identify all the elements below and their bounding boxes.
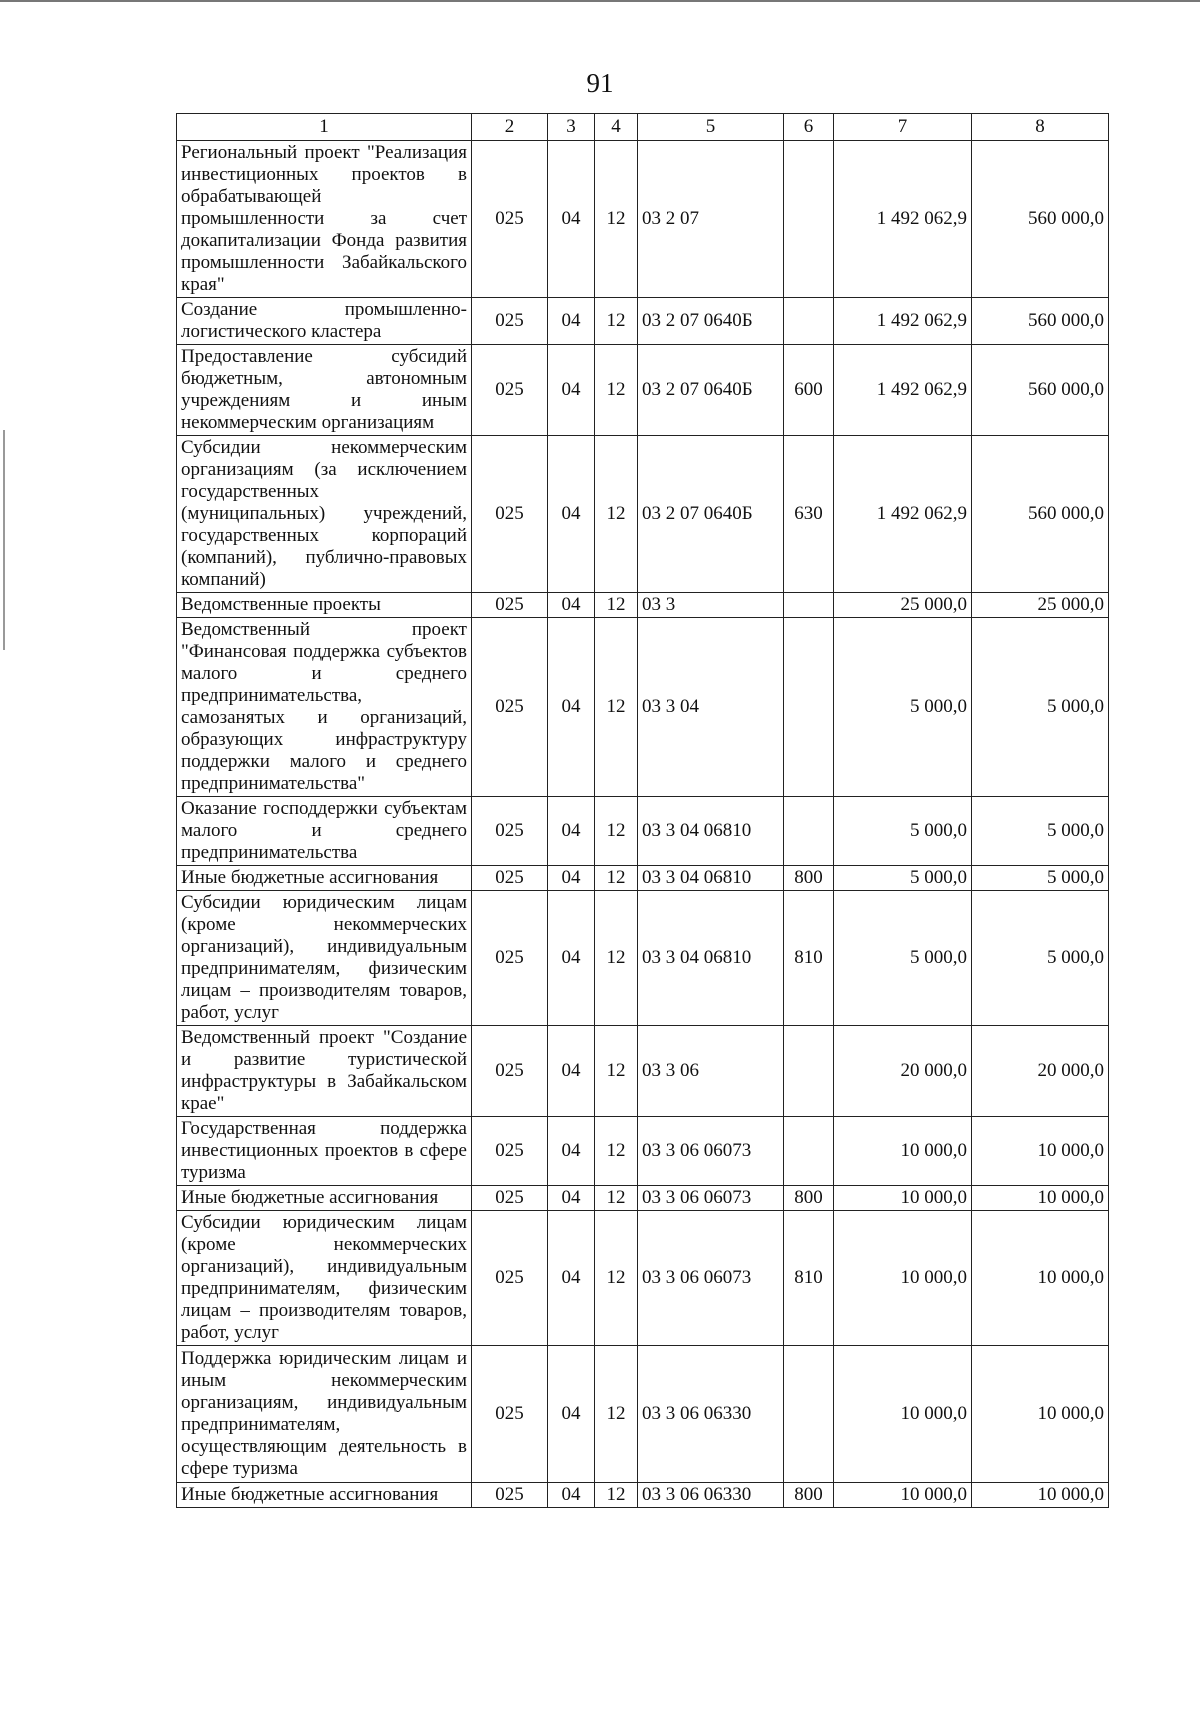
header-col-1: 1 (177, 114, 472, 141)
row-code: 03 3 06 06330 (638, 1346, 784, 1483)
row-col-2: 025 (472, 891, 548, 1026)
row-col-4: 12 (595, 1186, 638, 1211)
table-row (177, 1346, 1109, 1483)
table-row (177, 1211, 1109, 1346)
row-name: Государственная поддержка инвестиционных проектов в сфере туризма (177, 1117, 472, 1186)
row-col-3: 04 (548, 1026, 595, 1117)
row-col-2: 025 (472, 141, 548, 298)
row-col-6: 800 (784, 1483, 834, 1508)
row-amount-7: 10 000,0 (834, 1186, 972, 1211)
row-name: Создание промышленно-логистического кластера (177, 298, 472, 345)
row-amount-7: 10 000,0 (834, 1211, 972, 1346)
row-code: 03 2 07 0640Б (638, 436, 784, 593)
row-col-3: 04 (548, 797, 595, 866)
row-col-2: 025 (472, 1346, 548, 1483)
row-name: Ведомственный проект "Финансовая поддержка субъектов малого и среднего предпринимательства, самозанятых и организаций, образующих инфраструктуру поддержки малого и среднего предпринимательства" (177, 618, 472, 797)
row-amount-7: 1 492 062,9 (834, 436, 972, 593)
row-col-2: 025 (472, 298, 548, 345)
row-amount-7: 10 000,0 (834, 1117, 972, 1186)
row-amount-8: 10 000,0 (972, 1186, 1109, 1211)
row-amount-8: 10 000,0 (972, 1211, 1109, 1346)
row-col-4: 12 (595, 1346, 638, 1483)
row-col-6 (784, 1026, 834, 1117)
row-code: 03 3 04 (638, 618, 784, 797)
page-number: 91 (586, 68, 614, 98)
row-amount-7: 5 000,0 (834, 866, 972, 891)
header-col-8: 8 (972, 114, 1109, 141)
row-code: 03 2 07 (638, 141, 784, 298)
row-name: Иные бюджетные ассигнования (177, 866, 472, 891)
row-col-2: 025 (472, 1211, 548, 1346)
row-amount-8: 560 000,0 (972, 345, 1109, 436)
row-name: Субсидии юридическим лицам (кроме некоммерческих организаций), индивидуальным предпринимателям, физическим лицам – производителям товаров, работ, услуг (177, 1211, 472, 1346)
row-col-4: 12 (595, 1117, 638, 1186)
row-code: 03 2 07 0640Б (638, 298, 784, 345)
row-amount-8: 5 000,0 (972, 891, 1109, 1026)
table-header-row (177, 114, 1109, 141)
row-col-2: 025 (472, 593, 548, 618)
table-row (177, 436, 1109, 593)
row-amount-7: 5 000,0 (834, 891, 972, 1026)
row-col-3: 04 (548, 1346, 595, 1483)
row-code: 03 3 04 06810 (638, 866, 784, 891)
row-col-6: 810 (784, 891, 834, 1026)
row-col-6 (784, 797, 834, 866)
table-row (177, 1117, 1109, 1186)
row-col-4: 12 (595, 618, 638, 797)
row-col-4: 12 (595, 593, 638, 618)
row-col-4: 12 (595, 797, 638, 866)
row-col-6: 800 (784, 1186, 834, 1211)
row-col-3: 04 (548, 891, 595, 1026)
row-name: Субсидии юридическим лицам (кроме некоммерческих организаций), индивидуальным предпринимателям, физическим лицам – производителям товаров, работ, услуг (177, 891, 472, 1026)
row-amount-8: 20 000,0 (972, 1026, 1109, 1117)
row-name: Ведомственный проект "Создание и развитие туристической инфраструктуры в Забайкальском крае" (177, 1026, 472, 1117)
table-row (177, 891, 1109, 1026)
row-amount-7: 1 492 062,9 (834, 345, 972, 436)
row-col-3: 04 (548, 141, 595, 298)
row-col-3: 04 (548, 298, 595, 345)
row-code: 03 3 (638, 593, 784, 618)
row-col-6 (784, 298, 834, 345)
row-col-4: 12 (595, 1211, 638, 1346)
row-col-6 (784, 593, 834, 618)
table-row (177, 618, 1109, 797)
row-col-3: 04 (548, 1211, 595, 1346)
row-name: Иные бюджетные ассигнования (177, 1483, 472, 1508)
table-row (177, 298, 1109, 345)
row-amount-7: 10 000,0 (834, 1483, 972, 1508)
row-col-3: 04 (548, 1483, 595, 1508)
row-col-3: 04 (548, 1186, 595, 1211)
row-col-4: 12 (595, 345, 638, 436)
table-row (177, 141, 1109, 298)
row-amount-8: 10 000,0 (972, 1346, 1109, 1483)
row-col-2: 025 (472, 1186, 548, 1211)
row-col-6 (784, 618, 834, 797)
row-code: 03 3 06 06073 (638, 1117, 784, 1186)
row-col-4: 12 (595, 141, 638, 298)
row-col-2: 025 (472, 797, 548, 866)
row-name: Субсидии некоммерческим организациям (за исключением государственных (муниципальных) учреждений, государственных корпораций (компаний), публично-правовых компаний) (177, 436, 472, 593)
table-row (177, 593, 1109, 618)
table-row (177, 1026, 1109, 1117)
row-col-4: 12 (595, 1483, 638, 1508)
row-col-6: 600 (784, 345, 834, 436)
row-amount-7: 20 000,0 (834, 1026, 972, 1117)
table-row (177, 1186, 1109, 1211)
header-col-4: 4 (595, 114, 638, 141)
row-col-3: 04 (548, 618, 595, 797)
row-col-4: 12 (595, 1026, 638, 1117)
row-amount-8: 10 000,0 (972, 1117, 1109, 1186)
row-col-3: 04 (548, 345, 595, 436)
row-col-3: 04 (548, 866, 595, 891)
row-name: Иные бюджетные ассигнования (177, 1186, 472, 1211)
row-col-6: 810 (784, 1211, 834, 1346)
row-col-2: 025 (472, 1117, 548, 1186)
row-name: Ведомственные проекты (177, 593, 472, 618)
table-body (177, 141, 1109, 1508)
row-amount-8: 5 000,0 (972, 866, 1109, 891)
row-col-6 (784, 141, 834, 298)
row-col-4: 12 (595, 891, 638, 1026)
row-code: 03 3 04 06810 (638, 797, 784, 866)
row-code: 03 3 06 06073 (638, 1211, 784, 1346)
row-name: Региональный проект "Реализация инвестиционных проектов в обрабатывающей промышленности за счет докапитализации Фонда развития промышленности Забайкальского края" (177, 141, 472, 298)
row-code: 03 3 06 06330 (638, 1483, 784, 1508)
row-col-2: 025 (472, 866, 548, 891)
row-amount-8: 25 000,0 (972, 593, 1109, 618)
row-col-6: 630 (784, 436, 834, 593)
row-col-6 (784, 1117, 834, 1186)
header-col-6: 6 (784, 114, 834, 141)
table-row (177, 797, 1109, 866)
scan-edge-line (0, 0, 1200, 2)
row-amount-8: 5 000,0 (972, 797, 1109, 866)
row-amount-8: 560 000,0 (972, 436, 1109, 593)
row-amount-8: 5 000,0 (972, 618, 1109, 797)
row-col-4: 12 (595, 298, 638, 345)
row-amount-7: 5 000,0 (834, 797, 972, 866)
header-col-3: 3 (548, 114, 595, 141)
row-code: 03 3 06 (638, 1026, 784, 1117)
row-col-3: 04 (548, 1117, 595, 1186)
row-col-6 (784, 1346, 834, 1483)
row-col-2: 025 (472, 345, 548, 436)
row-amount-8: 560 000,0 (972, 141, 1109, 298)
row-col-3: 04 (548, 593, 595, 618)
header-col-7: 7 (834, 114, 972, 141)
row-name: Предоставление субсидий бюджетным, автономным учреждениям и иным некоммерческим организациям (177, 345, 472, 436)
row-col-2: 025 (472, 1483, 548, 1508)
row-col-4: 12 (595, 866, 638, 891)
row-name: Оказание господдержки субъектам малого и среднего предпринимательства (177, 797, 472, 866)
row-code: 03 2 07 0640Б (638, 345, 784, 436)
row-col-4: 12 (595, 436, 638, 593)
row-col-2: 025 (472, 436, 548, 593)
row-amount-8: 10 000,0 (972, 1483, 1109, 1508)
row-amount-7: 5 000,0 (834, 618, 972, 797)
row-amount-7: 1 492 062,9 (834, 298, 972, 345)
budget-table (176, 113, 1109, 1508)
row-col-6: 800 (784, 866, 834, 891)
table-row (177, 1483, 1109, 1508)
row-amount-7: 1 492 062,9 (834, 141, 972, 298)
table-row (177, 866, 1109, 891)
row-code: 03 3 04 06810 (638, 891, 784, 1026)
row-col-2: 025 (472, 618, 548, 797)
row-amount-7: 25 000,0 (834, 593, 972, 618)
row-code: 03 3 06 06073 (638, 1186, 784, 1211)
scan-margin-mark (3, 430, 5, 650)
row-name: Поддержка юридическим лицам и иным некоммерческим организациям, индивидуальным предпринимателям, осуществляющим деятельность в сфере туризма (177, 1346, 472, 1483)
header-col-5: 5 (638, 114, 784, 141)
header-col-2: 2 (472, 114, 548, 141)
row-amount-7: 10 000,0 (834, 1346, 972, 1483)
row-col-3: 04 (548, 436, 595, 593)
row-col-2: 025 (472, 1026, 548, 1117)
table-row (177, 345, 1109, 436)
row-amount-8: 560 000,0 (972, 298, 1109, 345)
